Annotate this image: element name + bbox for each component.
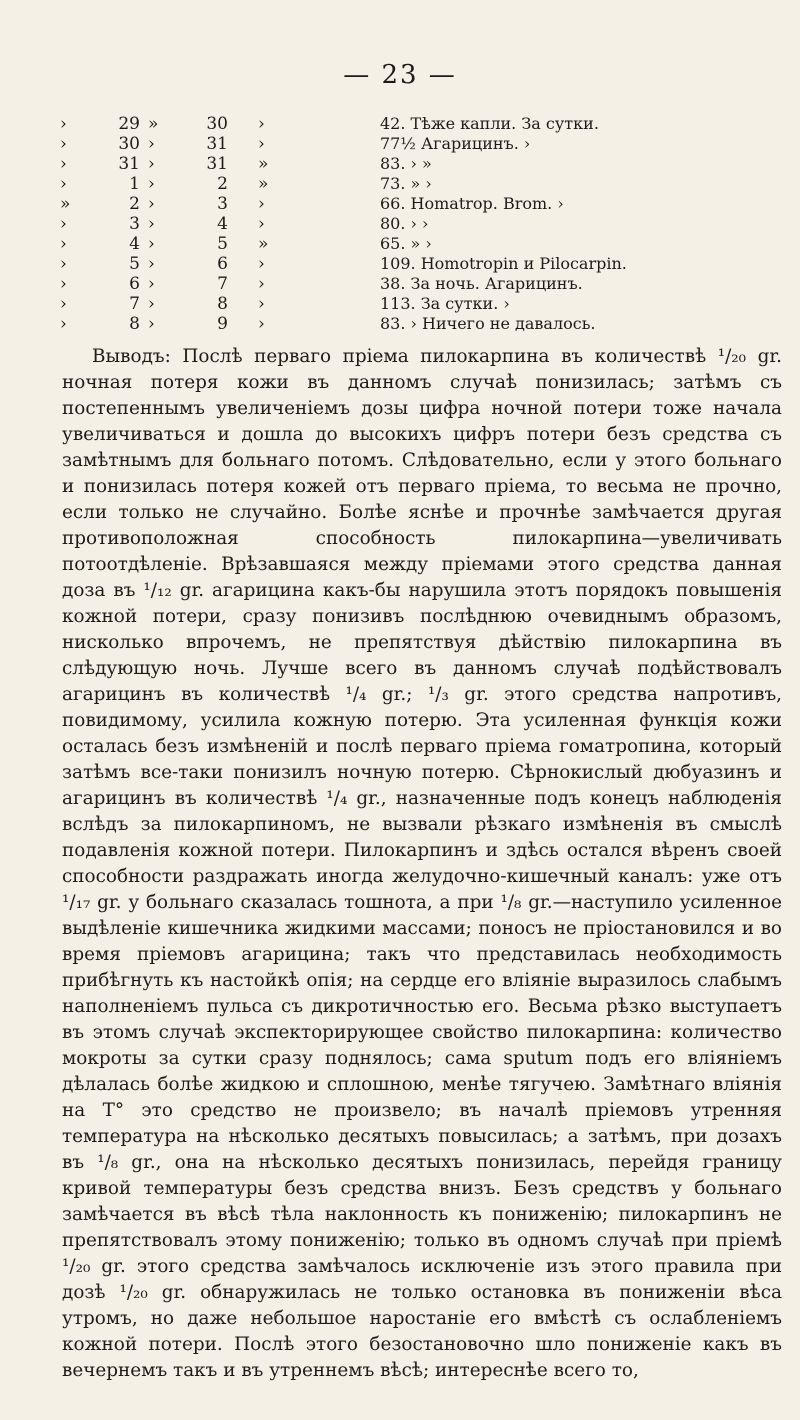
cell-q1: ›: [60, 214, 67, 234]
cell-q1: ›: [60, 314, 67, 334]
cell-q2: ›: [148, 314, 155, 334]
cell-q3: ›: [258, 274, 265, 294]
cell-d1: 29: [118, 114, 140, 134]
cell-q2: ›: [148, 294, 155, 314]
cell-q3: ›: [258, 114, 265, 134]
cell-q2: ›: [148, 174, 155, 194]
cell-note: 83. › Ничего не давалось.: [380, 314, 596, 333]
cell-d1: 3: [129, 214, 140, 234]
cell-d1: 31: [118, 154, 140, 174]
cell-d1: 7: [129, 294, 140, 314]
cell-note: 83. › »: [380, 154, 432, 173]
table-row: [60, 174, 627, 194]
cell-q1: ›: [60, 274, 67, 294]
cell-d2: 30: [206, 114, 228, 134]
cell-d2: 9: [217, 314, 228, 334]
cell-q3: ›: [258, 194, 265, 214]
cell-note: 113. За сутки. ›: [380, 294, 510, 313]
cell-q1: ›: [60, 134, 67, 154]
table-row: [60, 134, 627, 154]
table-row: [60, 214, 627, 234]
cell-note: 73. » ›: [380, 174, 432, 193]
cell-q2: ›: [148, 134, 155, 154]
cell-q1: »: [60, 194, 71, 214]
table-row: [60, 194, 627, 214]
cell-note: 80. › ›: [380, 214, 429, 233]
table-row: [60, 254, 627, 274]
cell-note: 66. Нomatrop. Brom. ›: [380, 194, 564, 213]
table-row: [60, 154, 627, 174]
cell-d2: 2: [217, 174, 228, 194]
cell-d1: 2: [129, 194, 140, 214]
cell-q2: ›: [148, 214, 155, 234]
cell-d1: 30: [118, 134, 140, 154]
table-row: [60, 294, 627, 314]
cell-d2: 7: [217, 274, 228, 294]
cell-q2: ›: [148, 274, 155, 294]
page-number: — 23 —: [343, 60, 457, 90]
cell-note: 42. Тѣже капли. За сутки.: [380, 114, 599, 133]
cell-q3: »: [258, 154, 269, 174]
cell-d1: 6: [129, 274, 140, 294]
cell-note: 38. За ночь. Агарицинъ.: [380, 274, 583, 293]
cell-d1: 4: [129, 234, 140, 254]
cell-d1: 1: [129, 174, 140, 194]
cell-d2: 31: [206, 134, 228, 154]
cell-q1: ›: [60, 254, 67, 274]
cell-q3: ›: [258, 314, 265, 334]
table-row: [60, 274, 627, 294]
cell-q2: ›: [148, 254, 155, 274]
cell-note: 109. Homotropin и Pilocarpin.: [380, 254, 627, 273]
cell-note: 65. » ›: [380, 234, 432, 253]
cell-q2: ›: [148, 194, 155, 214]
cell-q2: »: [148, 114, 159, 134]
cell-q1: ›: [60, 174, 67, 194]
cell-q2: ›: [148, 234, 155, 254]
cell-q3: ›: [258, 214, 265, 234]
cell-d2: 3: [217, 194, 228, 214]
table-row: [60, 234, 627, 254]
cell-d2: 4: [217, 214, 228, 234]
cell-q2: ›: [148, 154, 155, 174]
cell-q1: ›: [60, 114, 67, 134]
cell-note: 77½ Агарицинъ. ›: [380, 134, 531, 153]
cell-d2: 31: [206, 154, 228, 174]
cell-d2: 5: [217, 234, 228, 254]
cell-q3: »: [258, 174, 269, 194]
body-text: [62, 344, 782, 1384]
cell-q3: ›: [258, 134, 265, 154]
cell-q1: ›: [60, 234, 67, 254]
cell-q3: ›: [258, 254, 265, 274]
conclusion-paragraph: Выводъ: Послѣ перваго пріема пилокарпина въ количествѣ ¹/₂₀ gr. ночная потеря кожи въ данномъ случаѣ понизилась; затѣмъ съ постепеннымъ увеличеніемъ дозы цифра ночной потери тоже начала увеличиваться и дошла до высокихъ цифръ потери безъ средства съ замѣтнымъ для больнаго потомъ. Слѣдовательно, если у этого больнаго и понизилась потеря кожей отъ перваго пріема, то весьма не прочно, если только не случайно. Болѣе яснѣе и прочнѣе замѣчается другая противоположная способность пилокарпина—увеличивать потоотдѣленіе. Врѣзавшаяся между пріемами этого средства данная доза въ ¹/₁₂ gr. агарицина какъ-бы нарушила этотъ порядокъ повышенія кожной потери, сразу понизивъ послѣднюю очевиднымъ образомъ, нисколько впрочемъ, не препятствуя дѣйствію пилокарпина въ слѣдующую ночь. Лучше всего въ данномъ случаѣ подѣйствовалъ агарицинъ въ количествѣ ¹/₄ gr.; ¹/₃ gr. этого средства напротивъ, повидимому, усилила кожную потерю. Эта усиленная функція кожи осталась безъ измѣненій и послѣ перваго пріема гоматропина, который затѣмъ все-таки понизилъ ночную потерю. Сѣрнокислый дюбуазинъ и агарицинъ въ количествѣ ¹/₄ gr., назначенные подъ конецъ наблюденія вслѣдъ за пилокарпиномъ, не вызвали рѣзкаго измѣненія въ смыслѣ подавленія кожной потери. Пилокарпинъ и здѣсь остался вѣренъ своей способности раздражать иногда желудочно-кишечный каналъ: уже отъ ¹/₁₇ gr. у больнаго сказалась тошнота, а при ¹/₈ gr.—наступило усиленное выдѣленіе кишечника жидкими массами; поносъ не пріостановился и во время пріемовъ агарицина; такъ что представилась необходимость прибѣгнуть къ настойкѣ опія; на сердце его вліяніе выразилось слабымъ наполненіемъ пульса съ дикротичностью его. Весьма рѣзко выступаетъ въ этомъ случаѣ экспекторирующее свойство пилокарпина: количество мокроты за сутки сразу поднялось; сама sputum подъ его вліяніемъ дѣлалась болѣе жидкою и сплошною, менѣе тягучею. Замѣтнаго вліянія на T° это средство не произвело; въ началѣ пріемовъ утренняя температура на нѣсколько десятыхъ повысилась; а затѣмъ, при дозахъ въ ¹/₈ gr., она на нѣсколько десятыхъ понизилась, перейдя границу кривой температуры безъ средства внизъ. Безъ средствъ у больнаго замѣчается въ вѣсѣ тѣла наклонность къ пониженію; пилокарпинъ не препятствовалъ этому пониженію; только въ одномъ случаѣ при пріемѣ ¹/₂₀ gr. этого средства замѣчалось исключеніе изъ этого правила при дозѣ ¹/₂₀ gr. обнаружилась не только остановка въ пониженіи вѣса утромъ, но даже небольшое наростаніе его вмѣстѣ съ ослабленіемъ кожной потери. Послѣ этого безостановочно шло пониженіе какъ въ вечернемъ такъ и въ утреннемъ вѣсѣ; интереснѣе всего то,: [62, 346, 782, 1381]
observation-table: [60, 114, 627, 334]
cell-d1: 8: [129, 314, 140, 334]
cell-d2: 6: [217, 254, 228, 274]
cell-q3: ›: [258, 294, 265, 314]
cell-q1: ›: [60, 154, 67, 174]
table-row: [60, 314, 627, 334]
table-row: [60, 114, 627, 134]
cell-d2: 8: [217, 294, 228, 314]
cell-d1: 5: [129, 254, 140, 274]
cell-q3: »: [258, 234, 269, 254]
cell-q1: ›: [60, 294, 67, 314]
